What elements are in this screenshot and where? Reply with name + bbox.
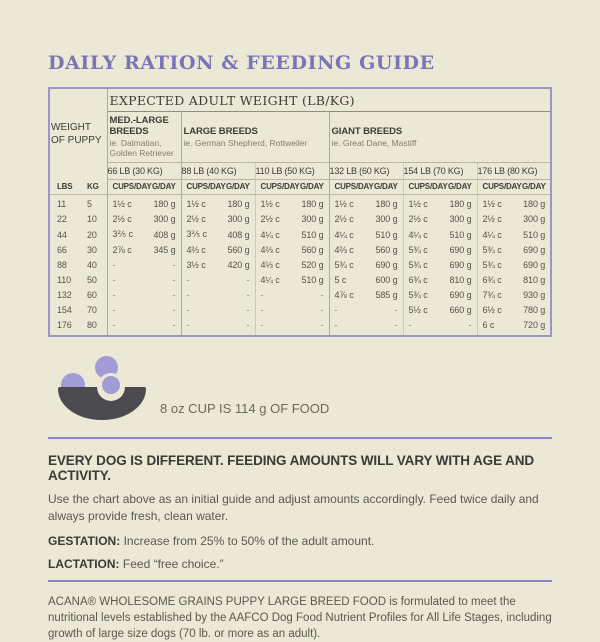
cups-per-day-value: 4¼ c: [255, 227, 300, 243]
cups-per-day-value: 2½ c: [255, 212, 300, 227]
cups-per-day-value: 4¼ c: [329, 227, 374, 243]
puppy-weight-kg: 10: [87, 214, 97, 225]
cups-per-day-value: -: [181, 288, 226, 303]
grams-per-day-header: G/DAY: [152, 180, 181, 195]
breed-group-examples: ie. German Shepherd, Rottweiler: [183, 137, 308, 148]
section-heading: EVERY DOG IS DIFFERENT. FEEDING AMOUNTS WILL VARY WITH AGE AND ACTIVITY.: [48, 453, 535, 484]
grams-per-day-value: 560 g: [301, 245, 324, 256]
cups-per-day-header: CUPS/DAY: [329, 180, 374, 195]
grams-per-day-value: 810 g: [523, 275, 546, 286]
puppy-weight-lbs: 176: [57, 320, 72, 331]
table-row: [49, 318, 551, 337]
cups-per-day-header: CUPS/DAY: [181, 180, 226, 195]
cups-per-day-value: 5¾ c: [403, 288, 448, 303]
cups-per-day-value: 1½ c: [403, 195, 448, 212]
cups-per-day-value: -: [329, 303, 374, 318]
cups-per-day-value: 6¾ c: [477, 273, 522, 288]
grams-per-day-header: G/DAY: [522, 180, 551, 195]
cups-per-day-value: 4⅔ c: [255, 243, 300, 258]
cups-per-day-value: 2½ c: [181, 212, 226, 227]
cups-per-day-value: 3⅖ c: [181, 227, 226, 243]
cups-per-day-value: 1½ c: [329, 195, 374, 212]
breed-group-examples: ie. Dalmatian, Golden Retriever: [109, 138, 174, 159]
adult-weight-row: [49, 163, 551, 180]
puppy-weight-lbs: 22: [57, 214, 67, 225]
grams-per-day-value: 408 g: [153, 229, 176, 240]
lactation-label: LACTATION:: [48, 556, 120, 571]
puppy-weight-lbs: 88: [57, 260, 67, 271]
puppy-weight-kg: 80: [87, 320, 97, 331]
cups-per-day-value: -: [181, 273, 226, 288]
grams-per-day-value: -: [246, 290, 250, 301]
grams-per-day-value: 180 g: [301, 199, 324, 210]
breed-group-name: MED.-LARGE BREEDS: [109, 115, 169, 137]
page-title: DAILY RATION & FEEDING GUIDE: [48, 52, 435, 74]
divider: [48, 437, 552, 439]
cups-per-day-value: -: [107, 303, 152, 318]
cups-per-day-value: 5¾ c: [329, 258, 374, 273]
cups-per-day-header: CUPS/DAY: [107, 180, 152, 195]
cups-per-day-value: 7¾ c: [477, 288, 522, 303]
cups-per-day-value: 4⅔ c: [181, 243, 226, 258]
table-row: [49, 273, 551, 288]
table-row: [49, 212, 551, 227]
cup-measure-note-row: [58, 354, 552, 420]
grams-per-day-value: 690 g: [449, 260, 472, 271]
grams-per-day-value: -: [172, 275, 176, 286]
breed-group-header: [329, 112, 551, 163]
grams-per-day-value: -: [246, 320, 250, 331]
divider: [48, 580, 552, 582]
lactation-line: [48, 557, 552, 571]
breed-group-name: LARGE BREEDS: [183, 125, 258, 137]
table-row: [49, 243, 551, 258]
grams-per-day-value: 720 g: [523, 320, 546, 331]
cups-per-day-value: -: [403, 318, 448, 337]
cups-per-day-value: 4¼ c: [477, 227, 522, 243]
grams-per-day-value: 520 g: [301, 260, 324, 271]
lactation-text: Feed “free choice.”: [122, 556, 224, 571]
grams-per-day-value: 300 g: [449, 214, 472, 225]
puppy-weight-kg: 5: [87, 199, 92, 210]
grams-per-day-value: -: [320, 320, 324, 331]
grams-per-day-value: -: [320, 305, 324, 316]
gestation-line: [48, 534, 552, 548]
cups-per-day-value: -: [107, 258, 152, 273]
grams-per-day-value: 420 g: [227, 260, 250, 271]
puppy-weight-lbs: 154: [57, 305, 72, 316]
puppy-weight-lbs: 44: [57, 229, 67, 240]
grams-per-day-value: -: [394, 305, 398, 316]
cups-per-day-value: 5¾ c: [403, 243, 448, 258]
table-row: [49, 303, 551, 318]
cups-per-day-value: 4¼ c: [403, 227, 448, 243]
grams-per-day-value: 510 g: [449, 229, 472, 240]
adult-weight-header: 110 LB (50 KG): [255, 163, 329, 180]
grams-per-day-value: 560 g: [375, 245, 398, 256]
cups-per-day-value: 5¾ c: [477, 243, 522, 258]
table-row: [49, 258, 551, 273]
grams-per-day-value: 510 g: [301, 229, 324, 240]
cups-per-day-value: -: [181, 303, 226, 318]
grams-per-day-value: -: [394, 320, 398, 331]
expected-adult-weight-header: EXPECTED ADULT WEIGHT (LB/KG): [107, 88, 551, 112]
grams-per-day-value: 510 g: [523, 229, 546, 240]
puppy-weight-lbs: 66: [57, 245, 67, 256]
grams-per-day-value: 690 g: [375, 260, 398, 271]
grams-per-day-value: -: [246, 275, 250, 286]
grams-per-day-value: 510 g: [375, 229, 398, 240]
cups-per-day-value: 4⅔ c: [329, 243, 374, 258]
cups-per-day-value: -: [255, 288, 300, 303]
table-row: [49, 288, 551, 303]
grams-per-day-header: G/DAY: [448, 180, 477, 195]
kg-column-header: KG: [80, 180, 107, 195]
grams-per-day-value: -: [246, 305, 250, 316]
cups-per-day-value: 5 c: [329, 273, 374, 288]
cups-per-day-value: 2⅞ c: [107, 243, 152, 258]
feeding-table-body: [49, 195, 551, 337]
cups-per-day-value: 6¾ c: [403, 273, 448, 288]
grams-per-day-value: -: [172, 290, 176, 301]
adult-weight-header: 132 LB (60 KG): [329, 163, 403, 180]
lbs-column-header: LBS: [49, 180, 80, 195]
puppy-weight-kg: 40: [87, 260, 97, 271]
puppy-weight-lbs: 132: [57, 290, 72, 301]
cups-per-day-value: -: [255, 318, 300, 337]
cups-per-day-header: CUPS/DAY: [255, 180, 300, 195]
breed-group-examples: ie. Great Dane, Mastiff: [331, 137, 417, 148]
grams-per-day-header: G/DAY: [300, 180, 329, 195]
table-row: [49, 227, 551, 243]
feeding-table: [48, 87, 552, 337]
grams-per-day-value: 300 g: [375, 214, 398, 225]
cups-per-day-value: -: [329, 318, 374, 337]
cups-per-day-value: 5¾ c: [403, 258, 448, 273]
grams-per-day-value: -: [172, 320, 176, 331]
puppy-weight-kg: 60: [87, 290, 97, 301]
grams-per-day-value: 660 g: [449, 305, 472, 316]
cups-per-day-value: -: [107, 273, 152, 288]
grams-per-day-value: 690 g: [523, 260, 546, 271]
cups-per-day-value: 2½ c: [329, 212, 374, 227]
grams-per-day-value: 345 g: [153, 245, 176, 256]
weight-of-puppy-header: WEIGHT OF PUPPY: [49, 88, 107, 180]
column-subheader-row: [49, 180, 551, 195]
grams-per-day-value: 300 g: [227, 214, 250, 225]
cups-per-day-value: 3½ c: [181, 258, 226, 273]
grams-per-day-value: 300 g: [523, 214, 546, 225]
grams-per-day-value: 585 g: [375, 290, 398, 301]
grams-per-day-value: 510 g: [301, 275, 324, 286]
grams-per-day-value: 560 g: [227, 245, 250, 256]
puppy-weight-kg: 30: [87, 245, 97, 256]
cups-per-day-value: 6 c: [477, 318, 522, 337]
breed-group-header: [181, 112, 329, 163]
grams-per-day-value: 180 g: [153, 199, 176, 210]
grams-per-day-value: 300 g: [153, 214, 176, 225]
aafco-statement: ACANA® WHOLESOME GRAINS PUPPY LARGE BREED FOOD is formulated to meet the nutritional levels established by the AAFCO Dog Food Nutrient Profiles for All Life Stages, including growth of large size dogs (70 lb. or more as an adult).: [48, 595, 552, 640]
grams-per-day-value: 810 g: [449, 275, 472, 286]
cups-per-day-value: -: [107, 288, 152, 303]
food-bowl-icon: [58, 354, 146, 420]
breed-group-name: GIANT BREEDS: [331, 125, 403, 137]
puppy-weight-lbs: 11: [57, 199, 67, 210]
cups-per-day-value: 5¾ c: [477, 258, 522, 273]
gestation-text: Increase from 25% to 50% of the adult amount.: [123, 533, 375, 548]
gestation-label: GESTATION:: [48, 533, 121, 548]
adult-weight-header: 88 LB (40 KG): [181, 163, 255, 180]
grams-per-day-value: -: [468, 320, 472, 331]
grams-per-day-value: -: [172, 260, 176, 271]
cups-per-day-value: 1½ c: [181, 195, 226, 212]
adult-weight-header: 66 LB (30 KG): [107, 163, 181, 180]
cup-note: 8 oz CUP IS 114 g OF FOOD: [160, 401, 330, 417]
cups-per-day-header: CUPS/DAY: [403, 180, 448, 195]
puppy-weight-kg: 50: [87, 275, 97, 286]
grams-per-day-value: 180 g: [375, 199, 398, 210]
grams-per-day-value: 690 g: [449, 245, 472, 256]
grams-per-day-header: G/DAY: [374, 180, 403, 195]
section-body-text: Use the chart above as an initial guide and adjust amounts accordingly. Feed twice daily and always provide fresh, clean water.: [48, 492, 539, 523]
cups-per-day-value: 2½ c: [403, 212, 448, 227]
grams-per-day-value: -: [320, 290, 324, 301]
grams-per-day-value: 180 g: [227, 199, 250, 210]
grams-per-day-header: G/DAY: [226, 180, 255, 195]
cups-per-day-value: 1½ c: [107, 195, 152, 212]
grams-per-day-value: 180 g: [523, 199, 546, 210]
cups-per-day-value: -: [255, 303, 300, 318]
cups-per-day-value: 4⅞ c: [329, 288, 374, 303]
cups-per-day-value: 1½ c: [477, 195, 522, 212]
grams-per-day-value: 690 g: [449, 290, 472, 301]
adult-weight-header: 176 LB (80 KG): [477, 163, 551, 180]
cups-per-day-value: 6½ c: [477, 303, 522, 318]
grams-per-day-value: 300 g: [301, 214, 324, 225]
cups-per-day-value: 5½ c: [403, 303, 448, 318]
cups-per-day-value: 3⅖ c: [107, 227, 152, 243]
cups-per-day-value: 4⅓ c: [255, 258, 300, 273]
cups-per-day-value: 1½ c: [255, 195, 300, 212]
grams-per-day-value: 600 g: [375, 275, 398, 286]
breed-group-row: [49, 112, 551, 163]
cups-per-day-value: 2½ c: [107, 212, 152, 227]
puppy-weight-kg: 70: [87, 305, 97, 316]
cups-per-day-value: 2½ c: [477, 212, 522, 227]
grams-per-day-value: 180 g: [449, 199, 472, 210]
cups-per-day-header: CUPS/DAY: [477, 180, 522, 195]
breed-group-header: [107, 112, 181, 163]
cups-per-day-value: -: [181, 318, 226, 337]
grams-per-day-value: 690 g: [523, 245, 546, 256]
grams-per-day-value: 408 g: [227, 229, 250, 240]
cups-per-day-value: 4¼ c: [255, 273, 300, 288]
cups-per-day-value: -: [107, 318, 152, 337]
adult-weight-header: 154 LB (70 KG): [403, 163, 477, 180]
puppy-weight-kg: 20: [87, 229, 97, 240]
grams-per-day-value: 780 g: [523, 305, 546, 316]
grams-per-day-value: 930 g: [523, 290, 546, 301]
puppy-weight-lbs: 110: [57, 275, 72, 286]
grams-per-day-value: -: [172, 305, 176, 316]
table-row: [49, 195, 551, 212]
